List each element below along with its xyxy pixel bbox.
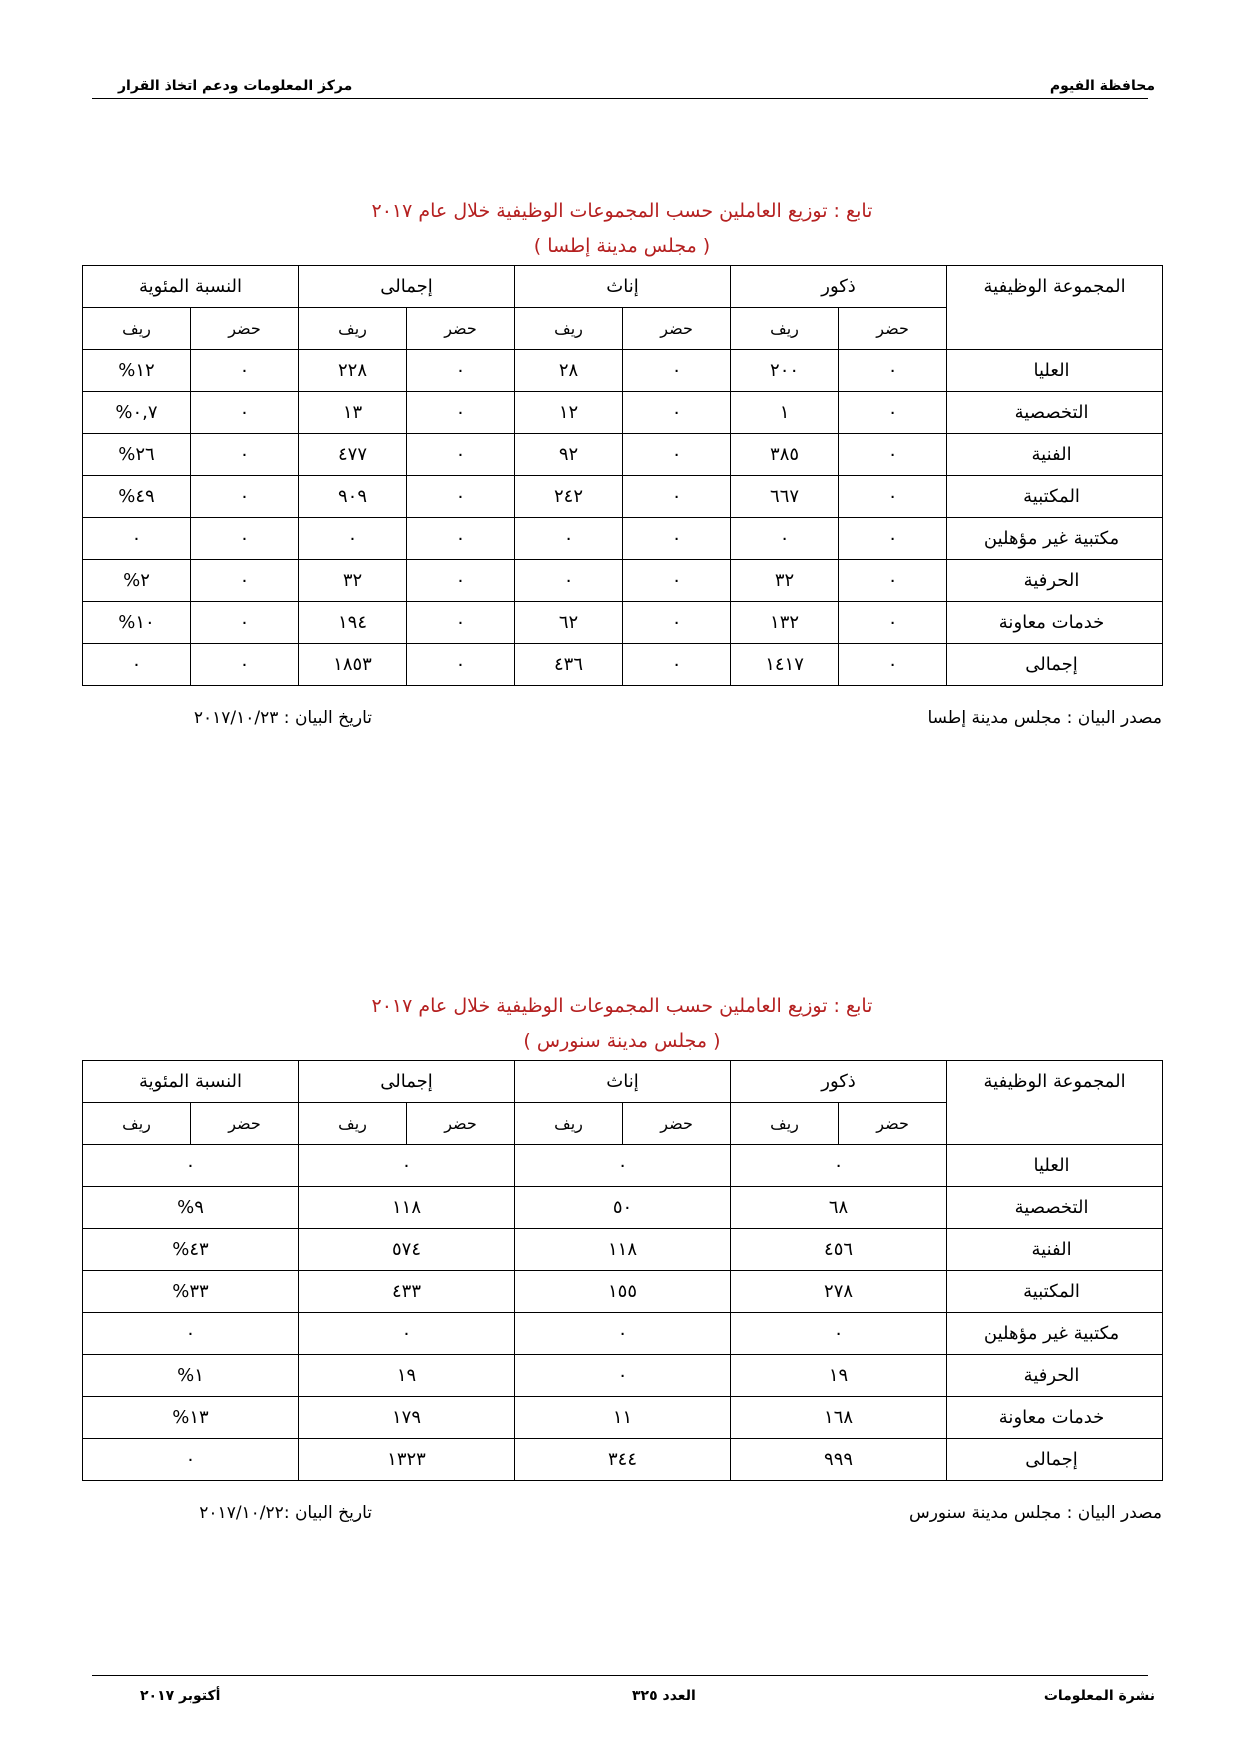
table-cell: ١٣٢ — [731, 602, 839, 644]
col-header-females: إناث — [515, 266, 731, 308]
table-cell: ٣٣% — [83, 1271, 299, 1313]
col-header-percent: النسبة المئوية — [83, 266, 299, 308]
table-cell: ٩% — [83, 1187, 299, 1229]
table-cell: ٠ — [623, 434, 731, 476]
table-cell: ١٣% — [83, 1397, 299, 1439]
table-cell: ٤٣% — [83, 1229, 299, 1271]
table-cell: ٢٨ — [515, 350, 623, 392]
table-cell: ٠ — [407, 434, 515, 476]
table-cell: ٠ — [623, 350, 731, 392]
table-cell: ٩٢ — [515, 434, 623, 476]
table-cell: ١١٨ — [299, 1187, 515, 1229]
data-source: مصدر البيان : مجلس مدينة سنورس — [908, 1503, 1162, 1523]
table-row — [83, 1313, 1163, 1355]
table-row — [83, 1271, 1163, 1313]
row-label: الفنية — [947, 434, 1163, 476]
table-row — [83, 1439, 1163, 1481]
col-header-rural: ريف — [299, 1103, 407, 1145]
table-cell: ٠ — [83, 1313, 299, 1355]
table-cell: ١٣ — [299, 392, 407, 434]
row-label: إجمالى — [947, 644, 1163, 686]
row-label: إجمالى — [947, 1439, 1163, 1481]
col-header-rural: ريف — [299, 308, 407, 350]
table-cell: ١١ — [515, 1397, 731, 1439]
table-cell: ١٨٥٣ — [299, 644, 407, 686]
table-cell: ٣٢ — [731, 560, 839, 602]
data-date: تاريخ البيان :٢٠١٧/١٠/٢٢ — [199, 1503, 372, 1523]
table-cell: ٢٠٠ — [731, 350, 839, 392]
data-source: مصدر البيان : مجلس مدينة إطسا — [927, 708, 1162, 728]
table-cell: ٠ — [515, 1313, 731, 1355]
table-cell: ٤٣٣ — [299, 1271, 515, 1313]
table-cell: ٠ — [515, 1145, 731, 1187]
row-label: العليا — [947, 1145, 1163, 1187]
footer-divider — [92, 1675, 1148, 1676]
table-cell: ٠ — [407, 350, 515, 392]
table-cell: ٣٤٤ — [515, 1439, 731, 1481]
table-cell: ٠ — [515, 518, 623, 560]
table-cell: ٠ — [731, 1145, 947, 1187]
table-cell: ٠ — [623, 644, 731, 686]
footer-issue-number: العدد ٣٢٥ — [632, 1688, 696, 1704]
col-header-rural: ريف — [731, 1103, 839, 1145]
col-header-total: إجمالى — [299, 266, 515, 308]
table-cell: ٠ — [515, 1355, 731, 1397]
table-cell: ٠ — [839, 518, 947, 560]
table-cell: ٠ — [83, 518, 191, 560]
footer-date: أكتوبر ٢٠١٧ — [140, 1688, 221, 1704]
table-cell: ٠ — [839, 392, 947, 434]
table-cell: ٠ — [731, 518, 839, 560]
table-cell: ٠ — [839, 434, 947, 476]
row-label: المكتبية — [947, 476, 1163, 518]
table-cell: ٠ — [623, 518, 731, 560]
header-center-name: مركز المعلومات ودعم اتخاذ القرار — [118, 78, 353, 94]
table-row — [83, 1355, 1163, 1397]
table-cell: ٠ — [407, 644, 515, 686]
table-row — [83, 1397, 1163, 1439]
col-header-group: المجموعة الوظيفية — [947, 1061, 1163, 1145]
col-header-rural: ريف — [515, 1103, 623, 1145]
header-governorate: محافظة الفيوم — [1049, 78, 1155, 94]
table-cell: ٠ — [623, 476, 731, 518]
employees-table-itsa — [82, 265, 1163, 686]
table-cell: ٠ — [407, 560, 515, 602]
footer-bulletin-name: نشرة المعلومات — [1043, 1688, 1155, 1704]
table-cell: ١١٨ — [515, 1229, 731, 1271]
table-cell: ٠ — [191, 392, 299, 434]
col-header-rural: ريف — [515, 308, 623, 350]
table-cell: ٠ — [839, 350, 947, 392]
table-cell: ٠ — [83, 1145, 299, 1187]
table-cell: ١٩٤ — [299, 602, 407, 644]
data-date: تاريخ البيان : ٢٠١٧/١٠/٢٣ — [193, 708, 372, 728]
col-header-total: إجمالى — [299, 1061, 515, 1103]
col-header-urban: حضر — [623, 308, 731, 350]
table-title: تابع : توزيع العاملين حسب المجموعات الوظيفية خلال عام ٢٠١٧ — [371, 200, 873, 222]
table-cell: ١٧٩ — [299, 1397, 515, 1439]
table-cell: ٣٨٥ — [731, 434, 839, 476]
row-label: خدمات معاونة — [947, 1397, 1163, 1439]
table-cell: ٠ — [407, 602, 515, 644]
table-cell: ٠ — [83, 1439, 299, 1481]
table-row — [83, 1145, 1163, 1187]
header-divider — [92, 98, 1148, 99]
table-cell: ٦٦٧ — [731, 476, 839, 518]
table-cell: ٠ — [407, 518, 515, 560]
table-subtitle: ( مجلس مدينة إطسا ) — [533, 235, 711, 257]
col-header-rural: ريف — [83, 308, 191, 350]
table-cell: ١ — [731, 392, 839, 434]
table-row — [83, 350, 1163, 392]
table-row — [83, 476, 1163, 518]
table-cell: ٠ — [299, 518, 407, 560]
table-cell: ٠ — [299, 1313, 515, 1355]
table-cell: ٤٥٦ — [731, 1229, 947, 1271]
col-header-urban: حضر — [407, 1103, 515, 1145]
col-header-urban: حضر — [407, 308, 515, 350]
table-row — [83, 602, 1163, 644]
table-cell: ٢٢٨ — [299, 350, 407, 392]
row-label: خدمات معاونة — [947, 602, 1163, 644]
table-cell: ١٦٨ — [731, 1397, 947, 1439]
employees-table-sinnuris — [82, 1060, 1163, 1481]
table-row — [83, 434, 1163, 476]
col-header-males: ذكور — [731, 1061, 947, 1103]
table-row — [83, 644, 1163, 686]
table-cell: ٠ — [731, 1313, 947, 1355]
row-label: الحرفية — [947, 1355, 1163, 1397]
row-label: الحرفية — [947, 560, 1163, 602]
table-title: تابع : توزيع العاملين حسب المجموعات الوظيفية خلال عام ٢٠١٧ — [371, 995, 873, 1017]
table-cell: ١% — [83, 1355, 299, 1397]
table-cell: ٠ — [407, 392, 515, 434]
row-label: التخصصية — [947, 392, 1163, 434]
header-row — [83, 1061, 1163, 1103]
table-cell: ١٩ — [299, 1355, 515, 1397]
table-cell: ٤٣٦ — [515, 644, 623, 686]
table-row — [83, 518, 1163, 560]
table-cell: ٠ — [839, 560, 947, 602]
table-cell: ٦٨ — [731, 1187, 947, 1229]
col-header-group: المجموعة الوظيفية — [947, 266, 1163, 350]
col-header-urban: حضر — [623, 1103, 731, 1145]
table-cell: ٥٧٤ — [299, 1229, 515, 1271]
table-cell: ٩٩٩ — [731, 1439, 947, 1481]
table-cell: ٠ — [191, 434, 299, 476]
row-label: مكتبية غير مؤهلين — [947, 1313, 1163, 1355]
table-cell: ١٥٥ — [515, 1271, 731, 1313]
table-row — [83, 1187, 1163, 1229]
table-cell: ٤٩% — [83, 476, 191, 518]
table-cell: ٠ — [83, 644, 191, 686]
table-cell: ١٢% — [83, 350, 191, 392]
table-cell: ٠ — [191, 350, 299, 392]
row-label: العليا — [947, 350, 1163, 392]
table-section-sinnuris — [82, 988, 1162, 1481]
table-cell: ٠ — [623, 560, 731, 602]
table-cell: ٠ — [839, 644, 947, 686]
table-cell: ٠ — [623, 392, 731, 434]
table-cell: ٢٤٢ — [515, 476, 623, 518]
table-cell: ٢٧٨ — [731, 1271, 947, 1313]
table-subtitle: ( مجلس مدينة سنورس ) — [523, 1030, 721, 1052]
table-section-itsa — [82, 193, 1162, 686]
col-header-percent: النسبة المئوية — [83, 1061, 299, 1103]
table-row — [83, 392, 1163, 434]
col-header-urban: حضر — [839, 1103, 947, 1145]
row-label: التخصصية — [947, 1187, 1163, 1229]
row-label: المكتبية — [947, 1271, 1163, 1313]
table-cell: ٠ — [191, 644, 299, 686]
table-body — [83, 350, 1163, 686]
row-label: مكتبية غير مؤهلين — [947, 518, 1163, 560]
row-label: الفنية — [947, 1229, 1163, 1271]
table-cell: ٠ — [623, 602, 731, 644]
table-cell: ١٩ — [731, 1355, 947, 1397]
table-cell: ٠ — [839, 476, 947, 518]
table-row — [83, 1229, 1163, 1271]
table-cell: ٠ — [515, 560, 623, 602]
col-header-rural: ريف — [731, 308, 839, 350]
col-header-females: إناث — [515, 1061, 731, 1103]
table-body — [83, 1145, 1163, 1481]
table-cell: ٠ — [839, 602, 947, 644]
table-cell: ٩٠٩ — [299, 476, 407, 518]
table-cell: ١٠% — [83, 602, 191, 644]
table-cell: ١٢ — [515, 392, 623, 434]
col-header-males: ذكور — [731, 266, 947, 308]
table-cell: ٦٢ — [515, 602, 623, 644]
table-cell: ١٤١٧ — [731, 644, 839, 686]
table-cell: ٠ — [191, 476, 299, 518]
table-cell: ٠ — [407, 476, 515, 518]
col-header-urban: حضر — [839, 308, 947, 350]
table-cell: ٢٦% — [83, 434, 191, 476]
table-cell: ٠ — [191, 602, 299, 644]
table-row — [83, 560, 1163, 602]
table-cell: ١٣٢٣ — [299, 1439, 515, 1481]
col-header-rural: ريف — [83, 1103, 191, 1145]
table-cell: ٢% — [83, 560, 191, 602]
table-cell: ٣٢ — [299, 560, 407, 602]
col-header-urban: حضر — [191, 1103, 299, 1145]
table-cell: ٠ — [191, 560, 299, 602]
header-row — [83, 266, 1163, 308]
table-cell: ٤٧٧ — [299, 434, 407, 476]
table-cell: ٥٠ — [515, 1187, 731, 1229]
table-cell: ٠ — [191, 518, 299, 560]
col-header-urban: حضر — [191, 308, 299, 350]
table-cell: ٠ — [299, 1145, 515, 1187]
table-cell: ٠,٧% — [83, 392, 191, 434]
